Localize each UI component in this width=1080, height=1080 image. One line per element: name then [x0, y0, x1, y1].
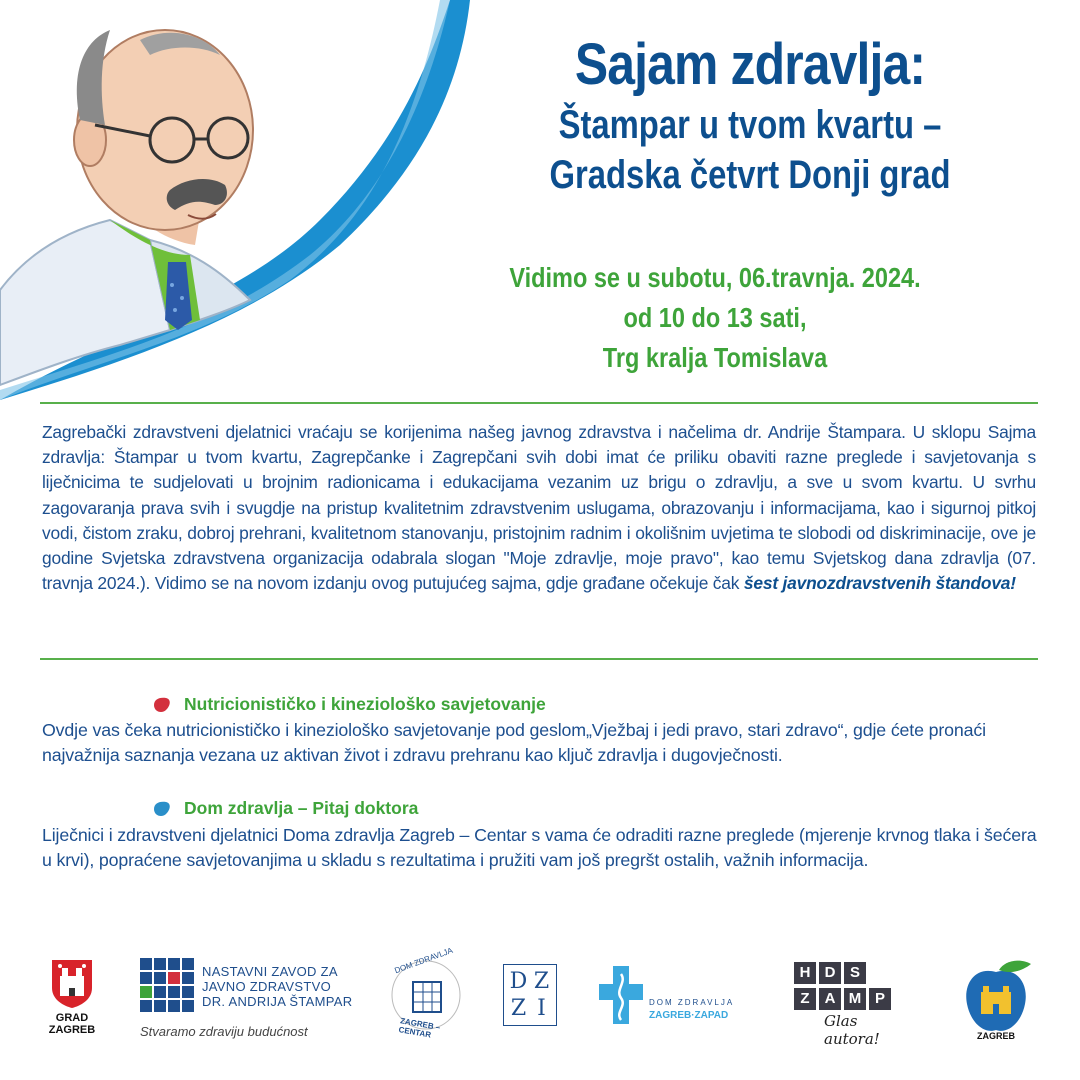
partner-logos: [0, 945, 1080, 1050]
event-info: [470, 258, 960, 378]
red-bullet-icon: [152, 696, 172, 714]
zamp-letter: A: [819, 988, 841, 1010]
section-title: Nutricionističko i kineziološko savjetovanje: [184, 694, 546, 714]
intro-text: Zagrebački zdravstveni djelatnici vraćaju se korijenima našeg javnog zdravstva i načelima dr. Andrije Štampara. U sklopu Sajma zdravlja: Štampar u tvom kvartu, Zagrepčanke i Zagrepčani svih dobi imat će priliku obaviti razne preglede i savjetovanja s liječnicima te sudjelovati u brojnim radionicama i edukacijama vezanim uz brigu o zdravlju, a sve u svom kvartu. U svrhu zagovaranja prava svih i svugdje na pristup kvalitetnim zdravstvenim uslugama, obrazovanju i informacijama, kao i sigurnoj pitkoj vodi, čistom zraku, dobroj prehrani, kvalitetnom stanovanju, pristojnim radnim i okolišnim uvjetima te slobodi od diskriminacije, ove je godine Svjetska zdravstvena organizacija odabrala slogan "Moje zdravlje, moje pravo", kao temu Svjetskog dana zdravlja (07. travnja 2024.). Vidimo se na novom izdanju ovog putujućeg sajma, gdje građane očekuje čak: [42, 422, 1036, 594]
nzjz-line3: DR. ANDRIJA ŠTAMPAR: [202, 994, 353, 1009]
event-time: od 10 do 13 sati,: [623, 302, 807, 333]
section-title: Dom zdravlja – Pitaj doktora: [184, 798, 419, 818]
section-heading-nutrition: [152, 694, 546, 715]
zamp-letter: P: [869, 988, 891, 1010]
intro-emphasis: šest javnozdravstvenih štandova!: [743, 573, 1016, 594]
dzzi-letter: D: [509, 969, 528, 994]
nzjz-line1: NASTAVNI ZAVOD ZA: [202, 964, 338, 979]
logo-hds-zamp: [794, 962, 914, 1048]
section-heading-doctor: [152, 798, 418, 819]
zdravi-grad-label: ZAGREB: [977, 1031, 1015, 1041]
dz-zapad-line2: ZAGREB·ZAPAD: [649, 1010, 729, 1021]
logo-label-line2: ZAGREB: [48, 1024, 96, 1036]
dz-centar-bottom: ZAGREB – CENTAR: [397, 1016, 441, 1040]
zamp-letter: Z: [794, 988, 816, 1010]
dz-centar-top: DOM ZDRAVLJA: [393, 945, 454, 976]
logo-dz-zapad: [597, 964, 757, 1028]
nzjz-slogan: Stvaramo zdraviju budućnost: [140, 1024, 308, 1039]
intro-paragraph: [42, 420, 1036, 596]
hds-letter: D: [819, 962, 841, 984]
logo-grad-zagreb: [44, 958, 100, 1036]
subtitle-line-1: Štampar u tvom kvartu –: [558, 103, 942, 147]
hds-letter: S: [844, 962, 866, 984]
subtitle-line-2: Gradska četvrt Donji grad: [549, 153, 951, 197]
stampar-portrait-illustration: [0, 0, 470, 400]
divider-bottom: [40, 658, 1038, 660]
logo-dzzi: [503, 964, 557, 1034]
section-body-doctor: Liječnici i zdravstveni djelatnici Doma zdravlja Zagreb – Centar s vama će odraditi razne preglede (mjerenje krvnog tlaka i šećera u krvi), popraćene savjetovanjima u skladu s rezultatima i pružiti vam još pregršt ostalih, važnih informacija.: [42, 825, 1037, 870]
zamp-letter: M: [844, 988, 866, 1010]
divider-top: [40, 402, 1038, 404]
dz-zapad-cross-icon: [597, 964, 645, 1026]
event-date: Vidimo se u subotu, 06.travnja. 2024.: [509, 262, 921, 293]
hds-signature: Glas autora!: [824, 1012, 880, 1048]
hds-letter: H: [794, 962, 816, 984]
dzzi-letter: Z: [510, 996, 527, 1021]
section-body-nutrition: Ovdje vas čeka nutricionističko i kineziološko savjetovanje pod geslom„Vježbaj i jedi pravo, stari zdravo“, gdje ćete pronaći najvažnija saznanja vezana uz aktivan život i zdravu prehranu kao ključ zdravlja i dugovječnosti.: [42, 720, 986, 765]
event-place: Trg kralja Tomislava: [602, 342, 828, 373]
dzzi-letter: I: [537, 996, 546, 1021]
logo-dz-centar: [385, 945, 467, 1040]
title-block: [470, 30, 1030, 200]
nzjz-line2: JAVNO ZDRAVSTVO: [202, 979, 331, 994]
logo-zdravi-grad: [955, 958, 1037, 1040]
nzjz-grid-icon: [140, 958, 196, 1014]
dz-zapad-line1: DOM ZDRAVLJA: [649, 998, 735, 1007]
healthy-city-apple-icon: [955, 958, 1037, 1040]
logo-label-line1: GRAD: [55, 1012, 89, 1024]
page-title: Sajam zdravlja:: [574, 32, 926, 97]
blue-bullet-icon: [152, 800, 172, 818]
zagreb-coat-of-arms-icon: [50, 958, 94, 1008]
dzzi-letter: Z: [533, 969, 550, 994]
